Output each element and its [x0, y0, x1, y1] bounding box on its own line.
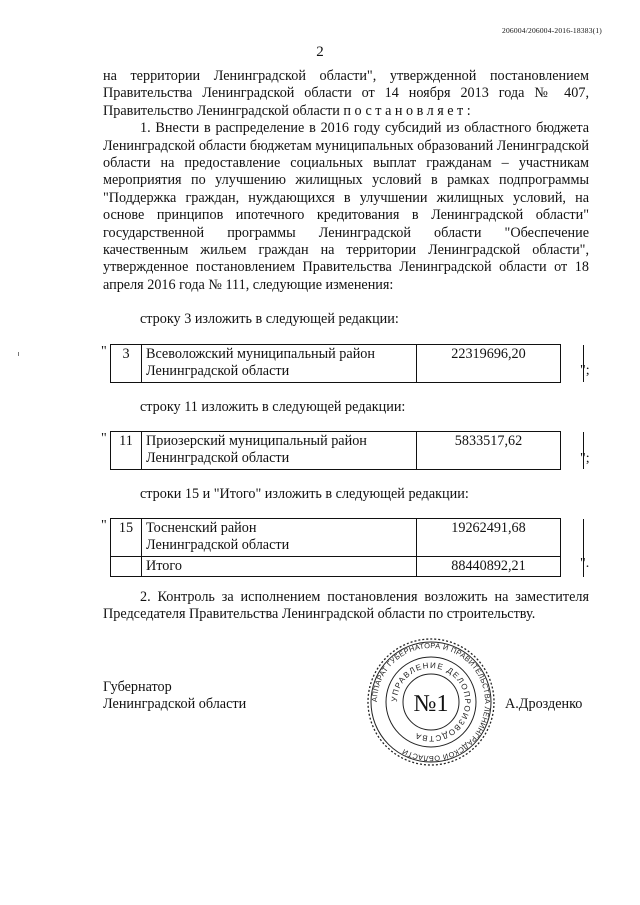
intro-line-3-verb: постановляет: [343, 102, 475, 119]
signer-name: А.Дрозденко [505, 696, 583, 712]
total-value: 88440892,21 [417, 556, 561, 576]
intro-line-3-subject: Правительство Ленинградской области [103, 102, 344, 119]
intro-line-2: Правительства Ленинградской области от 14 ноября 2013 года № 407, [103, 85, 589, 102]
quote-open-3: " [101, 518, 107, 533]
paragraph-1: 1. Внести в распределение в 2016 году субсидий из областного бюджета Ленинградской области бюджетам муниципальных образований Ленинградской области на предоставление социальных выплат гражданам – участникам мероприятия по улучшению жилищных условий в рамках подпрограммы "Поддержка граждан, нуждающихся в улучшении жилищных условий, на основе принципов ипотечного кредитования в Ленинградской области" государственной программы Ленинградской области "Обеспечение качественным жильем граждан на территории Ленинградской области", утвержденное постановлением Правительства Ленинградской области от 18 апреля 2016 года № 111, следующие изменения: [103, 120, 589, 293]
row-number: 15 [111, 519, 142, 557]
instruction-1: строку 3 изложить в следующей редакции: [140, 311, 399, 327]
paragraph-2: 2. Контроль за исполнением постановления возложить на заместителя Председателя Правительства Ленинградской области по строительству. [103, 589, 589, 623]
instruction-3: строки 15 и "Итого" изложить в следующей редакции: [140, 486, 469, 502]
row-number: 11 [111, 432, 142, 470]
page-number: 2 [316, 44, 324, 60]
instruction-2: строку 11 изложить в следующей редакции: [140, 399, 406, 415]
stamp-outer-text: АППАРАТ ГУБЕРНАТОРА И ПРАВИТЕЛЬСТВА ЛЕНИНГРАДСКОЙ ОБЛАСТИ [369, 640, 493, 764]
total-label: Итого [142, 556, 417, 576]
table-row-11 [110, 431, 584, 470]
row-value: 19262491,68 [417, 519, 561, 557]
table-row-3 [110, 344, 584, 383]
row-name: Тосненский район Ленинградской области [142, 519, 417, 557]
row-value: 22319696,20 [417, 345, 561, 383]
signature-title [103, 679, 246, 714]
intro-line-3 [103, 103, 589, 120]
main-text [103, 68, 589, 294]
quote-close-2: "; [580, 451, 590, 466]
intro-line-1: на территории Ленинградской области", утвержденной постановлением [103, 68, 589, 84]
document-id: 206004/206004-2016-18383(1) [502, 26, 602, 35]
margin-mark [18, 352, 19, 356]
row-name: Приозерский муниципальный район Ленинградской области [142, 432, 417, 470]
quote-close-3: ". [580, 556, 590, 571]
signature-title-line-1: Губернатор [103, 679, 172, 695]
row-name: Всеволожский муниципальный район Ленинградской области [142, 345, 417, 383]
quote-close-1: "; [580, 363, 590, 378]
seal-stamp [365, 636, 497, 768]
stamp-number: №1 [413, 691, 449, 717]
stamp-inner-text: УПРАВЛЕНИЕ ДЕЛОПРОИЗВОДСТВА [389, 660, 473, 744]
row-value: 5833517,62 [417, 432, 561, 470]
quote-open-1: " [101, 344, 107, 359]
table-row-15-total [110, 518, 584, 577]
row-number: 3 [111, 345, 142, 383]
quote-open-2: " [101, 431, 107, 446]
signature-title-line-2: Ленинградской области [103, 696, 247, 713]
